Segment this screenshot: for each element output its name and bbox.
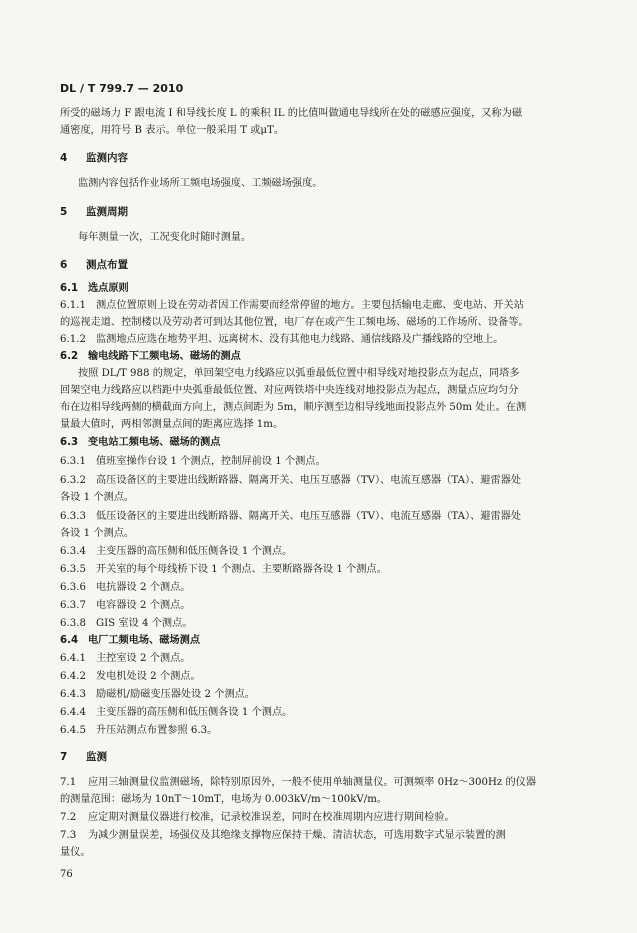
clause-number: 6.3.6 [60,582,86,593]
paragraph-line [78,367,598,381]
section-heading [60,750,580,764]
clause-text: GIS 室设 4 个测点。 [96,618,193,629]
clause-text: 每年测量一次，工况变化时随时测量。 [78,232,252,243]
clause-text: 的测量范围：磁场为 10nT～10mT，电场为 0.003kV/m～100kV/m。 [60,794,388,805]
body-text-line [60,124,580,138]
clause-number: 7.2 [60,812,77,823]
clause-text: 通密度，用符号 B 表示。单位一般采用 T 或μT。 [60,125,285,136]
clause-number: 6.4 [60,635,79,646]
body-text-line [60,316,580,330]
clause-number: 6.3.5 [60,564,86,575]
clause-text: 应定期对测量仪器进行校准，记录校准误差，同时在校准周期内应进行期间检验。 [88,812,455,823]
clause-number: 6.3.2 [60,475,86,486]
clause-text: 各设 1 个测点。 [60,492,135,503]
clause-text: 监测 [86,751,107,763]
clause-text: 测点布置 [86,259,128,271]
body-text-line [60,670,580,684]
body-text-line [60,617,580,631]
clause-text: 回架空电力线路应以档距中央弧垂最低位置、对应两铁塔中央连线对地投影点为起点，测量点应均匀分 [60,385,519,396]
clause-number: 7.1 [60,777,77,788]
section-heading [60,258,580,272]
body-text-line [60,829,580,843]
clause-text: 各设 1 个测点。 [60,528,135,539]
clause-number: 6.4.3 [60,689,86,700]
subsection-heading [60,282,580,296]
clause-text: 测点位置原则上设在劳动者因工作需要而经常停留的地方。主要包括输电走廊、变电站、开关站 [96,300,524,311]
clause-number: 6.3.1 [60,456,86,467]
clause-number: 6.4.4 [60,707,86,718]
paragraph-line [78,231,598,245]
clause-text: 按照 DL/T 988 的规定，单回架空电力线路应以弧垂最低位置中相导线对地投影点为起点，同塔多 [78,368,520,379]
body-text-line [60,688,580,702]
body-text-line [60,581,580,595]
clause-text: 低压设备区的主要进出线断路器、隔离开关、电压互感器（TV）、电流互感器（TA）、避雷器处 [96,511,522,522]
clause-number: 6.4.5 [60,725,86,736]
clause-text: 电容器设 2 个测点。 [96,600,191,611]
clause-number: 6.1.2 [60,334,86,345]
clause-text: 监测内容包括作业场所工频电场强度、工频磁场强度。 [78,178,323,189]
section-heading [60,205,580,219]
clause-number: 6.2 [60,351,79,362]
clause-text: 主变压器的高压侧和低压侧各设 1 个测点。 [96,546,293,557]
body-text-line [60,793,580,807]
clause-text: 电厂工频电场、磁场测点 [88,635,201,646]
body-text-line [60,401,580,415]
paragraph-line [78,177,598,191]
body-text-line [60,527,580,541]
subsection-heading [60,350,580,364]
clause-text: 布在边相导线两侧的横截面方向上，测点间距为 5m，顺序测至边相导线地面投影点外 50m 处止。在测 [60,402,527,413]
clause-number: 6.3 [60,437,79,448]
clause-text: 值班室操作台设 1 个测点，控制屏前设 1 个测点。 [96,456,326,467]
clause-text: 量最大值时，两相邻测量点间的距离应选择 1m。 [60,419,284,430]
clause-text: 监测周期 [86,206,128,218]
body-text-line [60,455,580,469]
clause-text: 的巡视走道、控制楼以及劳动者可到达其他位置，电厂存在或产生工频电场、磁场的工作场所、设备等。 [60,317,529,328]
body-text-line [60,474,580,488]
clause-text: 变电站工频电场、磁场的测点 [88,437,221,448]
clause-text: 高压设备区的主要进出线断路器、隔离开关、电压互感器（TV）、电流互感器（TA）、避雷器处 [96,475,522,486]
body-text-line [60,107,580,121]
clause-number: 6.3.8 [60,618,86,629]
body-text-line [60,545,580,559]
body-text-line [60,299,580,313]
clause-number: 6 [60,259,68,271]
clause-text: 监测地点应选在地势平坦、远离树木、没有其他电力线路、通信线路及广播线路的空地上。 [96,334,504,345]
clause-text: 监测内容 [86,152,128,164]
body-text-line [60,811,580,825]
clause-text: 电抗器设 2 个测点。 [96,582,191,593]
clause-text: 输电线路下工频电场、磁场的测点 [88,351,241,362]
body-text-line [60,846,580,860]
clause-number: 6.3.4 [60,546,86,557]
clause-text: 开关室的每个母线桥下设 1 个测点、主要断路器各设 1 个测点。 [96,564,387,575]
clause-number: 7.3 [60,830,77,841]
clause-text: 量仪。 [60,847,91,858]
body-text-line [60,491,580,505]
clause-number: 5 [60,206,68,218]
clause-number: 4 [60,152,68,164]
clause-number: 7 [60,751,68,763]
clause-number: 6.4.2 [60,671,86,682]
subsection-heading [60,634,580,648]
body-text-line [60,652,580,666]
clause-text: 选点原则 [88,283,129,294]
body-text-line [60,599,580,613]
section-heading [60,151,580,165]
clause-text: 所受的磁场力 F 跟电流 I 和导线长度 L 的乘积 IL 的比值叫做通电导线所在处的磁感应强度，又称为磁 [60,108,523,119]
clause-text: 升压站测点布置参照 6.3。 [96,725,218,736]
clause-text: 发电机处设 2 个测点。 [96,671,201,682]
body-text-line [60,776,580,790]
clause-number: 6.3.3 [60,511,86,522]
subsection-heading [60,436,580,450]
body-text-line [60,724,580,738]
clause-number: 6.1 [60,283,79,294]
body-text-line [60,384,580,398]
clause-text: 主控室设 2 个测点。 [96,653,191,664]
body-text-line [60,563,580,577]
clause-number: 6.3.7 [60,600,86,611]
body-text-line [60,333,580,347]
clause-text: 为减少测量误差，场强仪及其绝缘支撑物应保持干燥、清洁状态，可选用数字式显示装置的测 [88,830,506,841]
body-text-line [60,706,580,720]
clause-text: 励磁机/励磁变压器处设 2 个测点。 [96,689,256,700]
clause-text: 应用三轴测量仪监测磁场，除特别原因外，一般不使用单轴测量仪。可测频率 0Hz～300Hz 的仪器 [88,777,537,788]
clause-number: 6.1.1 [60,300,86,311]
body-text-line [60,510,580,524]
clause-text: 主变压器的高压侧和低压侧各设 1 个测点。 [96,707,293,718]
page-number: 76 [60,869,73,880]
body-text-line [60,418,580,432]
standard-number: DL / T 799.7 — 2010 [60,82,184,95]
clause-number: 6.4.1 [60,653,86,664]
